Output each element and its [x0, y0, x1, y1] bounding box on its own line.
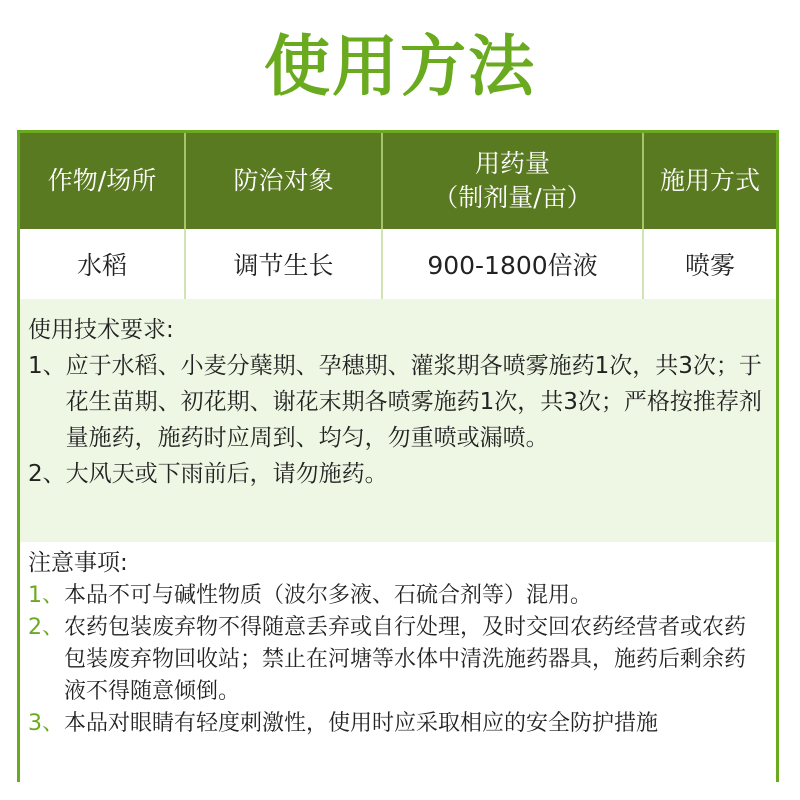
usage-panel — [17, 130, 779, 782]
item-number: 1、 — [28, 583, 64, 608]
list-item — [28, 348, 766, 456]
cell-method: 喷雾 — [643, 229, 776, 299]
item-number: 2、 — [28, 615, 64, 640]
header-target: 防治对象 — [185, 133, 382, 229]
precautions — [20, 542, 776, 782]
item-text: 农药包装废弃物不得随意丢弃或自行处理，及时交回农药经营者或农药包装废弃物回收站；禁止在河塘等水体中清洗施药器具，施药后剩余药液不得随意倾倒。 — [64, 615, 747, 704]
precautions-heading: 注意事项: — [28, 550, 128, 576]
item-text: 大风天或下雨前后，请勿施药。 — [65, 461, 388, 487]
technical-heading: 使用技术要求: — [28, 317, 174, 343]
header-method: 施用方式 — [643, 133, 776, 229]
item-text: 本品对眼睛有轻度刺激性，使用时应采取相应的安全防护措施 — [64, 711, 659, 736]
item-number: 3、 — [28, 711, 64, 736]
item-text: 本品不可与碱性物质（波尔多液、石硫合剂等）混用。 — [64, 583, 593, 608]
cell-crop: 水稻 — [20, 229, 185, 299]
item-text: 应于水稻、小麦分蘖期、孕穗期、灌浆期各喷雾施药1次，共3次；于花生苗期、初花期、谢花末期各喷雾施药1次，共3次；严格按推荐剂量施药，施药时应周到、均匀，勿重喷或漏喷。 — [65, 353, 762, 451]
header-dosage: 用药量 （制剂量/亩） — [382, 133, 643, 229]
list-item — [28, 708, 766, 740]
page-title: 使用方法 — [264, 28, 536, 105]
list-item — [28, 456, 766, 492]
cell-dosage: 900-1800倍液 — [382, 229, 643, 299]
item-number: 1、 — [28, 353, 66, 379]
list-item — [28, 580, 766, 612]
item-number: 2、 — [28, 461, 66, 487]
header-crop: 作物/场所 — [20, 133, 185, 229]
table-row — [20, 229, 776, 299]
technical-requirements — [20, 299, 776, 542]
cell-target: 调节生长 — [185, 229, 382, 299]
dosage-table — [20, 133, 776, 299]
table-header-row — [20, 133, 776, 229]
list-item — [28, 612, 766, 708]
